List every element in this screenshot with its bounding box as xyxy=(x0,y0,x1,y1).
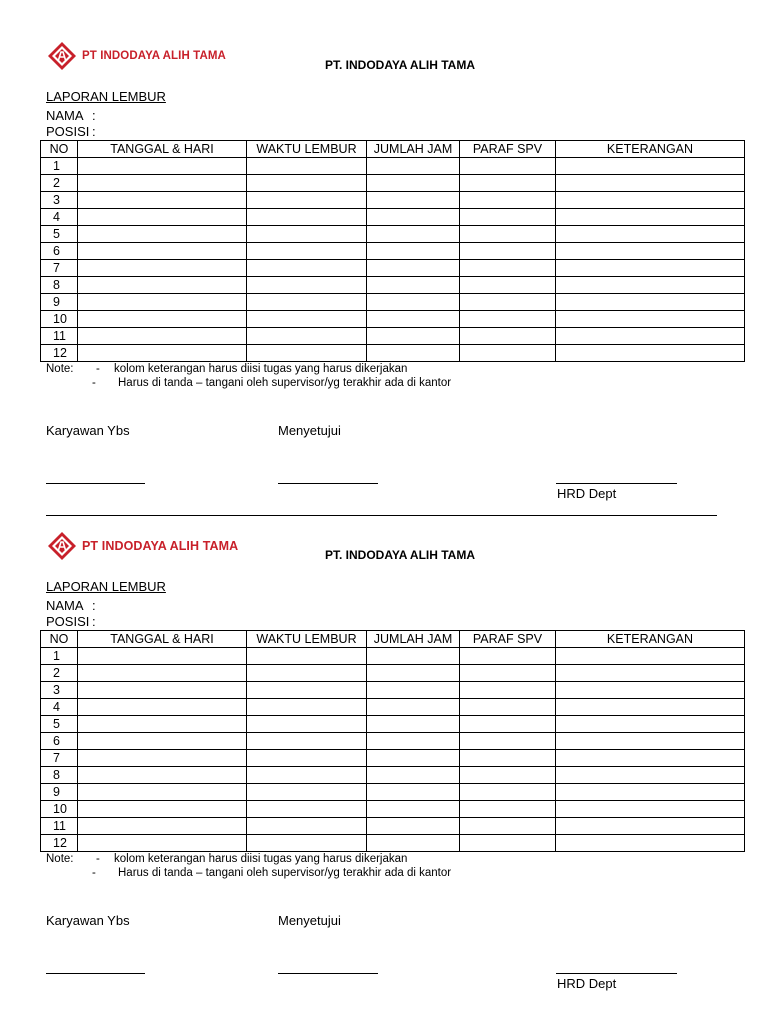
cell-paraf-spv xyxy=(460,801,556,818)
cell-no: 2 xyxy=(41,665,78,682)
cell-waktu-lembur xyxy=(247,243,367,260)
cell-paraf-spv xyxy=(460,665,556,682)
cell-jumlah-jam xyxy=(367,733,460,750)
cell-keterangan xyxy=(556,818,745,835)
cell-tanggal-hari xyxy=(78,175,247,192)
table-row xyxy=(41,243,745,260)
cell-no: 4 xyxy=(41,209,78,226)
table-row xyxy=(41,192,745,209)
cell-no: 10 xyxy=(41,311,78,328)
cell-jumlah-jam xyxy=(367,648,460,665)
cell-paraf-spv xyxy=(460,328,556,345)
header-jumlah-jam: JUMLAH JAM xyxy=(367,141,460,158)
report-title: LAPORAN LEMBUR xyxy=(46,579,166,594)
cell-paraf-spv xyxy=(460,260,556,277)
cell-paraf-spv xyxy=(460,784,556,801)
header-keterangan: KETERANGAN xyxy=(556,631,745,648)
note-label: Note: xyxy=(46,363,74,375)
cell-jumlah-jam xyxy=(367,716,460,733)
cell-no: 2 xyxy=(41,175,78,192)
posisi-label: POSISI xyxy=(46,124,90,139)
header-no: NO xyxy=(41,631,78,648)
cell-keterangan xyxy=(556,750,745,767)
cell-paraf-spv xyxy=(460,294,556,311)
cell-no: 9 xyxy=(41,294,78,311)
table-row xyxy=(41,682,745,699)
cell-keterangan xyxy=(556,801,745,818)
cell-paraf-spv xyxy=(460,345,556,362)
cell-paraf-spv xyxy=(460,243,556,260)
cell-no: 1 xyxy=(41,158,78,175)
note-dash: - xyxy=(92,377,96,389)
overtime-table xyxy=(40,630,745,852)
cell-tanggal-hari xyxy=(78,311,247,328)
cell-tanggal-hari xyxy=(78,345,247,362)
cell-paraf-spv xyxy=(460,158,556,175)
note-dash: - xyxy=(96,853,100,865)
table-row xyxy=(41,226,745,243)
company-logo xyxy=(47,41,226,71)
table-row xyxy=(41,733,745,750)
hrd-signature-label: HRD Dept xyxy=(557,976,617,991)
cell-jumlah-jam xyxy=(367,784,460,801)
hrd-signature-line xyxy=(556,973,677,974)
cell-keterangan xyxy=(556,648,745,665)
cell-tanggal-hari xyxy=(78,328,247,345)
cell-jumlah-jam xyxy=(367,767,460,784)
cell-tanggal-hari xyxy=(78,648,247,665)
cell-no: 6 xyxy=(41,733,78,750)
cell-waktu-lembur xyxy=(247,345,367,362)
header-paraf-spv: PARAF SPV xyxy=(460,141,556,158)
nama-field xyxy=(46,598,96,613)
cell-jumlah-jam xyxy=(367,311,460,328)
cell-no: 1 xyxy=(41,648,78,665)
cell-waktu-lembur xyxy=(247,750,367,767)
table-row xyxy=(41,294,745,311)
table-header-row xyxy=(41,141,745,158)
cell-keterangan xyxy=(556,682,745,699)
posisi-label: POSISI xyxy=(46,614,90,629)
cell-keterangan xyxy=(556,226,745,243)
cell-waktu-lembur xyxy=(247,175,367,192)
cell-waktu-lembur xyxy=(247,158,367,175)
header-waktu-lembur: WAKTU LEMBUR xyxy=(247,631,367,648)
table-row xyxy=(41,277,745,294)
header-no: NO xyxy=(41,141,78,158)
cell-paraf-spv xyxy=(460,209,556,226)
table-row xyxy=(41,784,745,801)
cell-no: 11 xyxy=(41,328,78,345)
posisi-field xyxy=(46,124,96,139)
report-title: LAPORAN LEMBUR xyxy=(46,89,166,104)
cell-jumlah-jam xyxy=(367,328,460,345)
cell-paraf-spv xyxy=(460,192,556,209)
cell-waktu-lembur xyxy=(247,699,367,716)
cell-paraf-spv xyxy=(460,733,556,750)
cell-jumlah-jam xyxy=(367,750,460,767)
cell-keterangan xyxy=(556,175,745,192)
employee-signature-label: Karyawan Ybs xyxy=(46,913,130,928)
cell-tanggal-hari xyxy=(78,767,247,784)
hrd-signature-line xyxy=(556,483,677,484)
cell-waktu-lembur xyxy=(247,260,367,277)
cell-keterangan xyxy=(556,767,745,784)
cell-keterangan xyxy=(556,716,745,733)
cell-tanggal-hari xyxy=(78,243,247,260)
approver-signature-label: Menyetujui xyxy=(278,913,341,928)
cell-no: 8 xyxy=(41,277,78,294)
cell-jumlah-jam xyxy=(367,294,460,311)
overtime-table xyxy=(40,140,745,362)
cell-waktu-lembur xyxy=(247,192,367,209)
cell-waktu-lembur xyxy=(247,682,367,699)
cell-waktu-lembur xyxy=(247,328,367,345)
cell-paraf-spv xyxy=(460,750,556,767)
cell-tanggal-hari xyxy=(78,277,247,294)
cell-no: 5 xyxy=(41,716,78,733)
overtime-form-1 xyxy=(0,0,768,501)
cell-tanggal-hari xyxy=(78,682,247,699)
cell-no: 7 xyxy=(41,260,78,277)
table-row xyxy=(41,818,745,835)
cell-tanggal-hari xyxy=(78,801,247,818)
note-item: kolom keterangan harus diisi tugas yang harus dikerjakan xyxy=(114,853,408,865)
cell-jumlah-jam xyxy=(367,835,460,852)
header-paraf-spv: PARAF SPV xyxy=(460,631,556,648)
hrd-signature-label: HRD Dept xyxy=(557,486,617,501)
cell-tanggal-hari xyxy=(78,716,247,733)
table-row xyxy=(41,158,745,175)
cell-jumlah-jam xyxy=(367,818,460,835)
employee-signature-line xyxy=(46,973,145,974)
cell-no: 12 xyxy=(41,345,78,362)
cell-no: 4 xyxy=(41,699,78,716)
note-dash: - xyxy=(92,867,96,879)
cell-paraf-spv xyxy=(460,818,556,835)
cell-paraf-spv xyxy=(460,175,556,192)
cell-waktu-lembur xyxy=(247,665,367,682)
company-title: PT. INDODAYA ALIH TAMA xyxy=(325,58,476,72)
employee-signature-line xyxy=(46,483,145,484)
cell-paraf-spv xyxy=(460,767,556,784)
nama-field xyxy=(46,108,96,123)
cell-jumlah-jam xyxy=(367,175,460,192)
cell-keterangan xyxy=(556,784,745,801)
cell-tanggal-hari xyxy=(78,835,247,852)
cell-keterangan xyxy=(556,192,745,209)
cell-keterangan xyxy=(556,835,745,852)
cell-jumlah-jam xyxy=(367,192,460,209)
cell-waktu-lembur xyxy=(247,209,367,226)
table-row xyxy=(41,648,745,665)
company-title: PT. INDODAYA ALIH TAMA xyxy=(325,548,476,562)
note-dash: - xyxy=(96,363,100,375)
table-row xyxy=(41,328,745,345)
header-jumlah-jam: JUMLAH JAM xyxy=(367,631,460,648)
cell-no: 7 xyxy=(41,750,78,767)
cell-no: 12 xyxy=(41,835,78,852)
nama-colon: : xyxy=(92,598,96,613)
cell-waktu-lembur xyxy=(247,294,367,311)
approver-signature-line xyxy=(278,483,378,484)
logo-text: PT INDODAYA ALIH TAMA xyxy=(82,50,226,62)
cell-keterangan xyxy=(556,345,745,362)
cell-tanggal-hari xyxy=(78,784,247,801)
company-logo xyxy=(47,531,238,561)
cell-keterangan xyxy=(556,311,745,328)
cell-tanggal-hari xyxy=(78,665,247,682)
cell-jumlah-jam xyxy=(367,682,460,699)
cell-waktu-lembur xyxy=(247,716,367,733)
cell-keterangan xyxy=(556,699,745,716)
cell-no: 10 xyxy=(41,801,78,818)
cell-jumlah-jam xyxy=(367,801,460,818)
employee-signature-label: Karyawan Ybs xyxy=(46,423,130,438)
cell-jumlah-jam xyxy=(367,699,460,716)
logo-text: PT INDODAYA ALIH TAMA xyxy=(82,539,239,553)
cell-keterangan xyxy=(556,158,745,175)
note-label: Note: xyxy=(46,853,74,865)
header-tanggal-hari: TANGGAL & HARI xyxy=(78,631,247,648)
cell-tanggal-hari xyxy=(78,699,247,716)
note-item: Harus di tanda – tangani oleh supervisor/yg terakhir ada di kantor xyxy=(118,377,452,389)
cell-tanggal-hari xyxy=(78,733,247,750)
cell-keterangan xyxy=(556,733,745,750)
nama-colon: : xyxy=(92,108,96,123)
cell-waktu-lembur xyxy=(247,801,367,818)
cell-waktu-lembur xyxy=(247,226,367,243)
cell-waktu-lembur xyxy=(247,311,367,328)
cell-no: 3 xyxy=(41,192,78,209)
cell-jumlah-jam xyxy=(367,226,460,243)
cell-paraf-spv xyxy=(460,699,556,716)
table-row xyxy=(41,175,745,192)
cell-keterangan xyxy=(556,260,745,277)
cell-keterangan xyxy=(556,209,745,226)
cell-paraf-spv xyxy=(460,835,556,852)
posisi-colon: : xyxy=(92,124,96,139)
cell-jumlah-jam xyxy=(367,158,460,175)
table-row xyxy=(41,716,745,733)
cell-keterangan xyxy=(556,328,745,345)
company-logo-icon xyxy=(47,41,77,71)
cell-no: 9 xyxy=(41,784,78,801)
cell-keterangan xyxy=(556,294,745,311)
cell-keterangan xyxy=(556,277,745,294)
cell-tanggal-hari xyxy=(78,818,247,835)
cell-paraf-spv xyxy=(460,311,556,328)
cell-jumlah-jam xyxy=(367,665,460,682)
cell-tanggal-hari xyxy=(78,294,247,311)
header-tanggal-hari: TANGGAL & HARI xyxy=(78,141,247,158)
cell-jumlah-jam xyxy=(367,209,460,226)
cell-waktu-lembur xyxy=(247,818,367,835)
table-row xyxy=(41,345,745,362)
cell-jumlah-jam xyxy=(367,260,460,277)
cell-waktu-lembur xyxy=(247,835,367,852)
table-row xyxy=(41,750,745,767)
nama-label: NAMA xyxy=(46,108,84,123)
cell-no: 3 xyxy=(41,682,78,699)
cell-tanggal-hari xyxy=(78,192,247,209)
note-item: Harus di tanda – tangani oleh supervisor/yg terakhir ada di kantor xyxy=(118,867,452,879)
cell-jumlah-jam xyxy=(367,277,460,294)
table-row xyxy=(41,665,745,682)
cell-tanggal-hari xyxy=(78,260,247,277)
cell-waktu-lembur xyxy=(247,277,367,294)
cell-waktu-lembur xyxy=(247,767,367,784)
company-logo-icon xyxy=(47,531,77,561)
table-body xyxy=(41,158,745,362)
posisi-colon: : xyxy=(92,614,96,629)
table-row xyxy=(41,209,745,226)
cell-paraf-spv xyxy=(460,716,556,733)
cell-jumlah-jam xyxy=(367,345,460,362)
cell-tanggal-hari xyxy=(78,158,247,175)
header-waktu-lembur: WAKTU LEMBUR xyxy=(247,141,367,158)
cell-waktu-lembur xyxy=(247,648,367,665)
cell-paraf-spv xyxy=(460,277,556,294)
cell-no: 5 xyxy=(41,226,78,243)
cell-paraf-spv xyxy=(460,682,556,699)
nama-label: NAMA xyxy=(46,598,84,613)
overtime-form-2 xyxy=(0,490,768,991)
cell-tanggal-hari xyxy=(78,226,247,243)
approver-signature-line xyxy=(278,973,378,974)
header-keterangan: KETERANGAN xyxy=(556,141,745,158)
cell-tanggal-hari xyxy=(78,209,247,226)
cell-keterangan xyxy=(556,243,745,260)
table-row xyxy=(41,835,745,852)
posisi-field xyxy=(46,614,96,629)
approver-signature-label: Menyetujui xyxy=(278,423,341,438)
cell-no: 6 xyxy=(41,243,78,260)
table-row xyxy=(41,311,745,328)
table-row xyxy=(41,767,745,784)
cell-keterangan xyxy=(556,665,745,682)
table-body xyxy=(41,648,745,852)
table-header-row xyxy=(41,631,745,648)
table-row xyxy=(41,260,745,277)
cell-tanggal-hari xyxy=(78,750,247,767)
note-item: kolom keterangan harus diisi tugas yang harus dikerjakan xyxy=(114,363,408,375)
cell-paraf-spv xyxy=(460,648,556,665)
cell-waktu-lembur xyxy=(247,784,367,801)
cell-no: 11 xyxy=(41,818,78,835)
cell-no: 8 xyxy=(41,767,78,784)
cell-waktu-lembur xyxy=(247,733,367,750)
table-row xyxy=(41,699,745,716)
cell-jumlah-jam xyxy=(367,243,460,260)
table-row xyxy=(41,801,745,818)
cell-paraf-spv xyxy=(460,226,556,243)
